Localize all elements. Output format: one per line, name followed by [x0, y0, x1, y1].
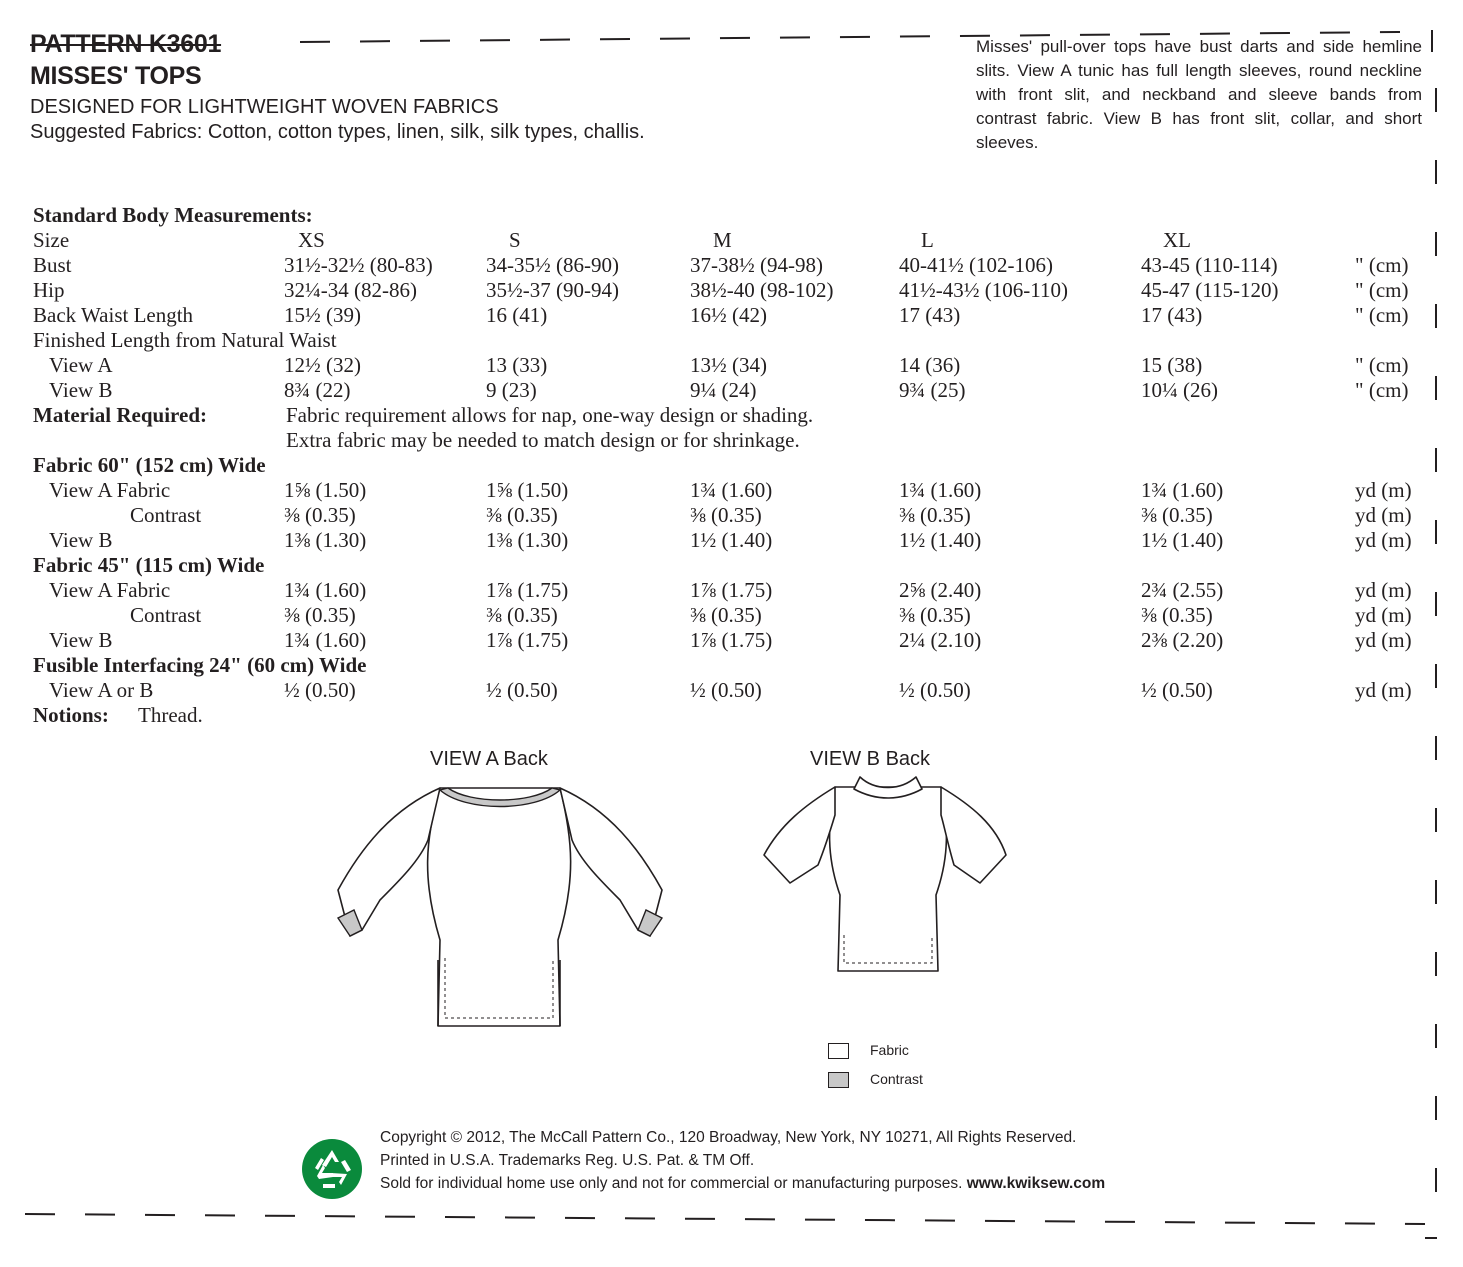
size-label: Size: [33, 228, 70, 252]
cell: 9 (23): [486, 378, 537, 402]
unit: " (cm): [1355, 278, 1409, 302]
cell: 1⅞ (1.75): [486, 578, 569, 602]
fabric60-heading-text: Fabric 60" (152 cm) Wide: [33, 453, 266, 477]
cell: ½ (0.50): [284, 678, 356, 702]
recycle-icon: [301, 1138, 363, 1200]
finished-length-text: Finished Length from Natural Waist: [33, 328, 337, 352]
legend-contrast-swatch: [828, 1072, 849, 1088]
cell: 2¼ (2.10): [899, 628, 982, 652]
size-s: S: [509, 228, 521, 252]
view-a-label: VIEW A Back: [430, 748, 548, 770]
row-label: View A or B: [49, 678, 154, 702]
unit: " (cm): [1355, 378, 1409, 402]
description: Misses' pull-over tops have bust darts and side hemline slits. View A tunic has full length sleeves, round neckline with front slit, and neckband and sleeve bands from contrast fabric. View B has front slit, collar, and short sleeves.: [976, 37, 1422, 152]
cell: 14 (36): [899, 353, 961, 377]
row-label: Hip: [33, 278, 65, 302]
row-label: Contrast: [130, 503, 202, 527]
cell: 1⅞ (1.75): [690, 578, 773, 602]
pattern-number: PATTERN K3601: [30, 30, 222, 58]
cell: 16½ (42): [690, 303, 767, 327]
cell: 1⅜ (1.30): [486, 528, 569, 552]
row-label: View B: [49, 628, 113, 652]
cell: 10¼ (26): [1141, 378, 1218, 402]
cell: 9¾ (25): [899, 378, 966, 402]
cell: 1¾ (1.60): [1141, 478, 1224, 502]
cell: 15 (38): [1141, 353, 1203, 377]
sold-note: [380, 1175, 1105, 1193]
unit: yd (m): [1355, 478, 1412, 502]
size-xl: XL: [1163, 228, 1191, 252]
material-line1: Fabric requirement allows for nap, one-way design or shading.: [286, 403, 814, 427]
cell: ½ (0.50): [486, 678, 558, 702]
cell: 17 (43): [899, 303, 961, 327]
unit: " (cm): [1355, 253, 1409, 277]
cell: 38½-40 (98-102): [690, 278, 834, 302]
measurements-heading-text: Standard Body Measurements:: [33, 203, 313, 227]
cell: 1¾ (1.60): [899, 478, 982, 502]
subtitle: DESIGNED FOR LIGHTWEIGHT WOVEN FABRICS: [30, 96, 499, 118]
legend-fabric-label: Fabric: [870, 1042, 909, 1058]
view-b-back-illustration: [760, 775, 1010, 975]
cell: 32¼-34 (82-86): [284, 278, 417, 302]
sold-text: Sold for individual home use only and not for commercial or manufacturing purposes.: [380, 1175, 963, 1192]
row-label: Contrast: [130, 603, 202, 627]
unit: yd (m): [1355, 503, 1412, 527]
cell: 45-47 (115-120): [1141, 278, 1279, 302]
unit: " (cm): [1355, 353, 1409, 377]
cell: 16 (41): [486, 303, 548, 327]
cell: ⅜ (0.35): [899, 603, 971, 627]
cell: 1¾ (1.60): [284, 628, 367, 652]
cell: 43-45 (110-114): [1141, 253, 1278, 277]
cell: 1¾ (1.60): [284, 578, 367, 602]
row-label: View B: [49, 378, 113, 402]
cell: 1½ (1.40): [1141, 528, 1224, 552]
cell: 1⅜ (1.30): [284, 528, 367, 552]
website-link[interactable]: www.kwiksew.com: [966, 1175, 1106, 1192]
notions-value: Thread.: [138, 703, 203, 727]
cell: 1¾ (1.60): [690, 478, 773, 502]
row-label: View A Fabric: [49, 478, 171, 502]
cell: 15½ (39): [284, 303, 361, 327]
material-label: Material Required:: [33, 403, 207, 427]
cell: 1⅞ (1.75): [690, 628, 773, 652]
size-l: L: [921, 228, 934, 252]
cell: 2⅝ (2.40): [899, 578, 982, 602]
copyright: Copyright © 2012, The McCall Pattern Co., 120 Broadway, New York, NY 10271, All Rights Reserved.: [380, 1129, 1077, 1146]
cell: 13½ (34): [690, 353, 767, 377]
printed-note: Printed in U.S.A. Trademarks Reg. U.S. Pat. & TM Off.: [380, 1152, 755, 1169]
cell: 2⅜ (2.20): [1141, 628, 1224, 652]
cell: 1⅞ (1.75): [486, 628, 569, 652]
cell: ⅜ (0.35): [690, 503, 762, 527]
cell: 35½-37 (90-94): [486, 278, 619, 302]
row-label: View A Fabric: [49, 578, 171, 602]
unit: yd (m): [1355, 603, 1412, 627]
unit: yd (m): [1355, 678, 1412, 702]
cell: ⅜ (0.35): [486, 503, 558, 527]
cell: 12½ (32): [284, 353, 361, 377]
cell: 9¼ (24): [690, 378, 757, 402]
size-m: M: [713, 228, 732, 252]
view-b-label: VIEW B Back: [810, 748, 931, 770]
cell: 40-41½ (102-106): [899, 253, 1053, 277]
cell: 31½-32½ (80-83): [284, 253, 433, 277]
cell: 37-38½ (94-98): [690, 253, 823, 277]
material-line2: Extra fabric may be needed to match design or for shrinkage.: [286, 428, 800, 452]
cell: 13 (33): [486, 353, 548, 377]
notions-label: Notions:: [33, 703, 109, 727]
legend-fabric-swatch: [828, 1043, 849, 1059]
cell: 1⅝ (1.50): [486, 478, 569, 502]
cell: ⅜ (0.35): [284, 503, 356, 527]
cell: ⅜ (0.35): [690, 603, 762, 627]
cell: ⅜ (0.35): [899, 503, 971, 527]
cell: 41½-43½ (106-110): [899, 278, 1068, 302]
cell: 1⅝ (1.50): [284, 478, 367, 502]
cell: 17 (43): [1141, 303, 1203, 327]
row-label: View B: [49, 528, 113, 552]
fabric45-heading-text: Fabric 45" (115 cm) Wide: [33, 553, 265, 577]
size-xs: XS: [298, 228, 325, 252]
row-label: View A: [49, 353, 113, 377]
row-label: Back Waist Length: [33, 303, 194, 327]
cell: 34-35½ (86-90): [486, 253, 619, 277]
cell: 1½ (1.40): [690, 528, 773, 552]
cell: ½ (0.50): [899, 678, 971, 702]
cell: ½ (0.50): [1141, 678, 1213, 702]
unit: yd (m): [1355, 578, 1412, 602]
suggested-fabrics: Suggested Fabrics: Cotton, cotton types, linen, silk, silk types, challis.: [30, 121, 645, 143]
interfacing-heading-text: Fusible Interfacing 24" (60 cm) Wide: [33, 653, 367, 677]
cell: ⅜ (0.35): [486, 603, 558, 627]
pattern-title: MISSES' TOPS: [30, 62, 202, 90]
unit: " (cm): [1355, 303, 1409, 327]
cell: ⅜ (0.35): [1141, 503, 1213, 527]
row-label: Bust: [33, 253, 72, 277]
unit: yd (m): [1355, 528, 1412, 552]
cell: ⅜ (0.35): [284, 603, 356, 627]
unit: yd (m): [1355, 628, 1412, 652]
cell: 8¾ (22): [284, 378, 351, 402]
view-a-back-illustration: [330, 780, 670, 1030]
legend-contrast-label: Contrast: [870, 1071, 923, 1087]
cell: ⅜ (0.35): [1141, 603, 1213, 627]
cell: 1½ (1.40): [899, 528, 982, 552]
cell: ½ (0.50): [690, 678, 762, 702]
cell: 2¾ (2.55): [1141, 578, 1224, 602]
